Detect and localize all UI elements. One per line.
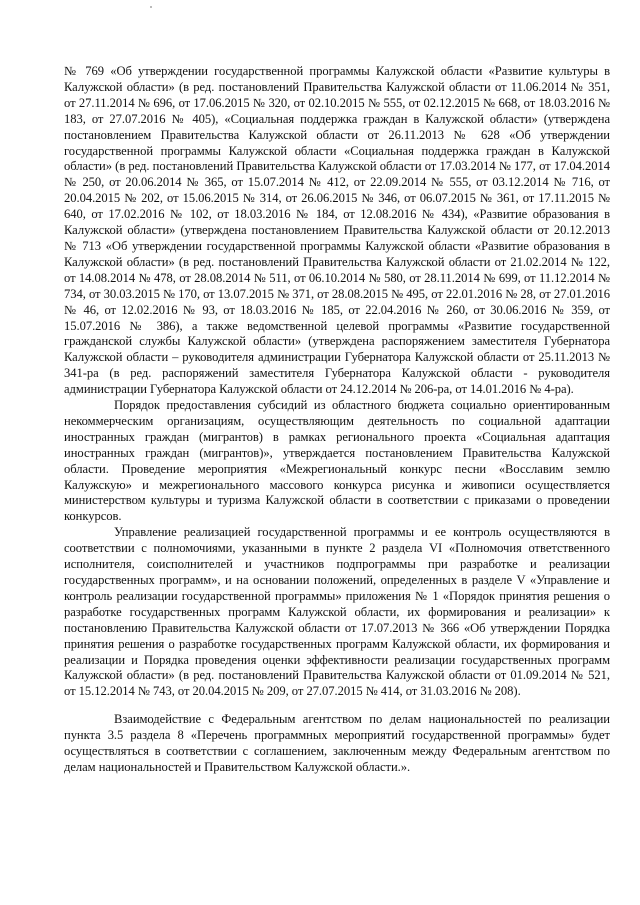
paragraph-program-management: Управление реализацией государственной программы и ее контроль осуществляются в соответствии с полномочиями, указанными в пункте 2 раздела VI «Полномочия ответственного исполнителя, соисполнителей и участников подпрограммы при разработке и реализации государственных программ», и на основании положений, определенных в разделе V «Управление и контроль реализации государственной программы» приложения № 1 «Порядок принятия решения о разработке государственных программ Калужской области, их формирования и реализации» к постановлению Правительства Калужской области от 17.07.2013 № 366 «Об утверждении Порядка принятия решения о разработке государственных программ Калужской области, их формирования и реализации и Порядка проведения оценки эффективности реализации государственных программ Калужской области» (в ред. постановлений Правительства Калужской области от 01.09.2014 № 521, от 15.12.2014 № 743, от 20.04.2015 № 209, от 27.07.2015 № 414, от 31.03.2016 № 208). bbox=[64, 525, 610, 699]
paragraph-program-list: № 769 «Об утверждении государственной программы Калужской области «Развитие культуры в Калужской области» (в ред. постановлений Правительства Калужской области от 11.06.2014 № 351, от 27.11.2014 № 696, от 17.06.2015 № 320, от 02.10.2015 № 555, от 02.12.2015 № 668, от 18.03.2016 № 183, от 27.07.2016 № 405), «Социальная поддержка граждан в Калужской области» (утверждена постановлением Правительства Калужской области от 26.11.2013 № 628 «Об утверждении государственной программы Калужской области «Социальная поддержка граждан в Калужской области» (в ред. постановлений Правительства Калужской области от 17.03.2014 № 177, от 17.04.2014 № 250, от 20.06.2014 № 365, от 15.07.2014 № 412, от 22.09.2014 № 555, от 03.12.2014 № 716, от 20.04.2015 № 202, от 15.06.2015 № 314, от 26.06.2015 № 346, от 06.07.2015 № 361, от 17.11.2015 № 640, от 17.02.2016 № 102, от 18.03.2016 № 184, от 12.08.2016 № 434), «Развитие образования в Калужской области» (утверждена постановлением Правительства Калужской области от 20.12.2013 № 713 «Об утверждении государственной программы Калужской области «Развитие образования в Калужской области» (в ред. постановлений Правительства Калужской области от 21.02.2014 № 122, от 14.08.2014 № 478, от 28.08.2014 № 511, от 06.10.2014 № 580, от 28.11.2014 № 699, от 11.12.2014 № 734, от 30.03.2015 № 170, от 13.07.2015 № 371, от 28.08.2015 № 495, от 22.01.2016 № 28, от 27.01.2016 № 46, от 12.02.2016 № 93, от 18.03.2016 № 185, от 22.04.2016 № 260, от 30.06.2016 № 359, от 15.07.2016 № 386), а также ведомственной целевой программы «Развитие государственной гражданской службы Калужской области» (утверждена распоряжением заместителя Губернатора Калужской области – руководителя администрации Губернатора Калужской области от 25.11.2013 № 341-ра (в ред. распоряжений заместителя Губернатора Калужской области - руководителя администрации Губернатора Калужской области от 24.12.2014 № 206-ра, от 14.01.2016 № 4-ра). bbox=[64, 64, 610, 397]
paragraph-subsidy-procedure: Порядок предоставления субсидий из областного бюджета социально ориентированным некоммерческим организациям, осуществляющим деятельность по социальной адаптации иностранных граждан (мигрантов) в рамках регионального проекта «Социальная адаптация иностранных граждан (мигрантов)», утверждается постановлением Правительства Калужской области. Проведение мероприятия «Межрегиональный конкурс песни «Восславим землю Калужскую» и межрегионального массового конкурса рисунка и живописи осуществляется министерством культуры и туризма Калужской области в соответствии с приказами о проведении конкурсов. bbox=[64, 398, 610, 524]
scan-speck bbox=[150, 6, 152, 8]
paragraph-federal-agency-interaction: Взаимодействие с Федеральным агентством по делам национальностей по реализации пункта 3.5 раздела 8 «Перечень программных мероприятий государственной программы» будет осуществляться в соответствии с соглашением, заключенным между Федеральным агентством по делам национальностей и Правительством Калужской области.». bbox=[64, 712, 610, 774]
